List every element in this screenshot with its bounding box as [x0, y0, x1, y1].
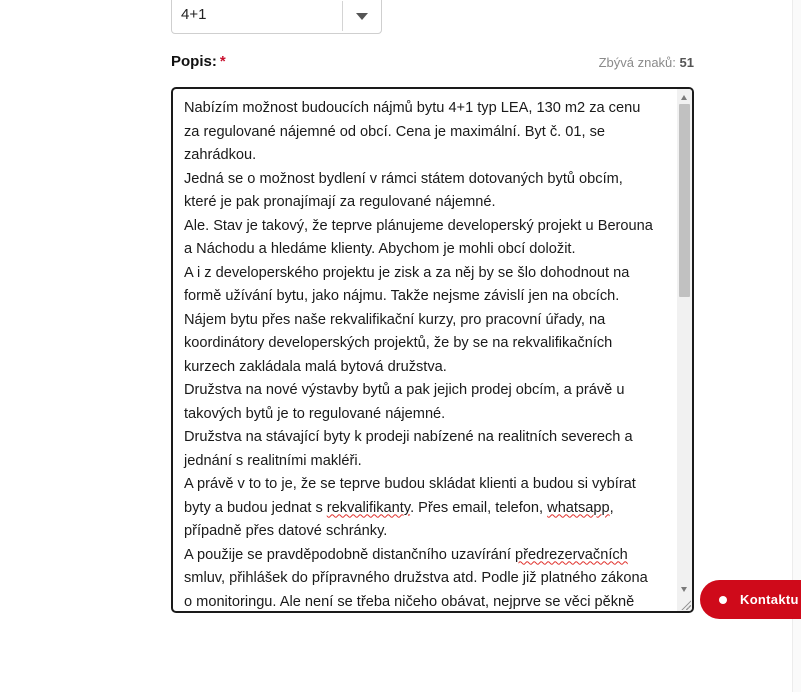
description-text[interactable]	[184, 97, 670, 613]
contact-dot-icon	[719, 596, 727, 604]
spellcheck-flagged-word[interactable]: předrezervačních	[515, 546, 628, 563]
required-mark: *	[219, 53, 226, 70]
text-line: zahrádkou.	[184, 147, 257, 163]
description-label-text: Popis:	[171, 53, 217, 70]
char-counter-label: Zbývá znaků:	[598, 55, 676, 70]
text-line: smluv, přihlášek do přípravného družstva atd. Podle již platného zákona	[184, 570, 648, 586]
char-counter	[599, 55, 694, 70]
scroll-up-arrow-icon[interactable]	[681, 95, 687, 100]
text-line: A použije se pravděpodobně distančního uzavírání předrezervačních	[184, 546, 628, 563]
contact-button[interactable]	[700, 580, 801, 619]
contact-button-label: Kontaktu	[740, 592, 799, 607]
text-line: Družstva na nové výstavby bytů a pak jejich prodej obcím, a právě u	[184, 382, 625, 398]
description-textarea[interactable]	[171, 87, 694, 613]
scrollbar-thumb[interactable]	[679, 104, 690, 297]
text-line: a Náchodu a hledáme klienty. Abychom je mohli obcí doložit.	[184, 241, 576, 257]
textarea-scrollbar[interactable]	[677, 89, 692, 611]
spellcheck-flagged-word[interactable]: rekvalifikanty	[326, 499, 411, 516]
text-line: za regulované nájemné od obcí. Cena je maximální. Byt č. 01, se	[184, 123, 606, 140]
text-line: kurzech zakládala malá bytová družstva.	[184, 358, 447, 375]
text-line: A právě v to to je, že se teprve budou skládat klienti a budou si vybírat	[184, 476, 636, 492]
text-line: Nabízím možnost budoucích nájmů bytu 4+1 typ LEA, 130 m2 za cenu	[184, 100, 641, 116]
char-counter-value: 51	[679, 55, 694, 70]
select-divider	[342, 1, 343, 31]
text-line: Ale. Stav je takový, že teprve plánujeme developerský projekt u Berouna	[184, 217, 653, 234]
text-line: takových bytů je to regulované nájemné.	[184, 405, 446, 422]
description-label	[171, 53, 226, 70]
text-line: Jedná se o možnost bydlení v rámci státem dotovaných bytů obcím,	[184, 170, 623, 187]
disposition-select[interactable]	[171, 0, 382, 34]
disposition-select-value: 4+1	[181, 6, 207, 23]
text-line: byty a budou jednat s rekvalifikanty. Přes email, telefon, whatsapp,	[184, 499, 614, 516]
text-line: Družstva na stávající byty k prodeji nabízené na realitních severech a	[184, 429, 633, 445]
text-line: Nájem bytu přes naše rekvalifikační kurzy, pro pracovní úřady, na	[184, 311, 606, 328]
text-line: případně přes datové schránky.	[184, 523, 388, 539]
text-line: A i z developerského projektu je zisk a za něj by se šlo dohodnout na	[184, 264, 630, 281]
scroll-down-arrow-icon[interactable]	[681, 587, 687, 592]
text-line: koordinátory developerských projektů, že by se na rekvalifikačních	[184, 335, 613, 351]
resize-handle-icon[interactable]	[680, 599, 691, 610]
spellcheck-flagged-word[interactable]: whatsapp	[547, 499, 610, 516]
text-line: jednání s realitními makléři.	[184, 452, 362, 469]
chevron-down-icon[interactable]	[356, 13, 368, 20]
text-line: formě užívání bytu, jako nájmu. Takže nejsme závislí jen na obcích.	[184, 288, 620, 304]
text-line: o monitoringu. Ale není se třeba ničeho obávat, nejprve se věci pěkně	[184, 593, 635, 610]
text-line: které je pak pronajímají za regulované nájemné.	[184, 194, 496, 210]
